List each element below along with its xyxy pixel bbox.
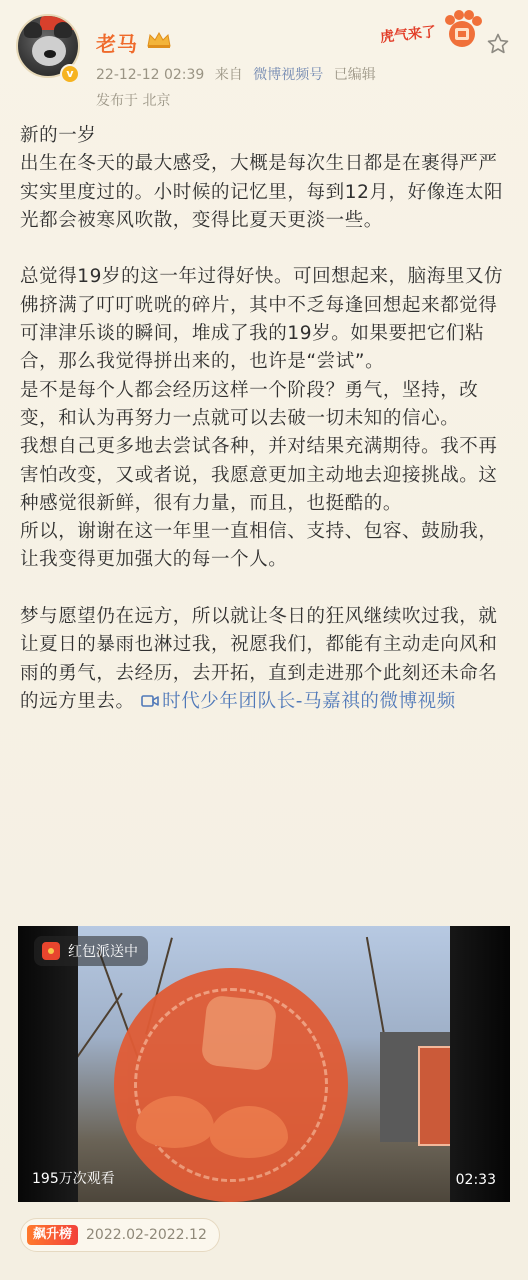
video-player[interactable] <box>18 926 510 1202</box>
post-header <box>0 0 528 118</box>
post-timestamp: 22-12-12 02:39 <box>96 67 205 83</box>
event-badge-label: 虎气来了 <box>379 24 437 46</box>
avatar-ear-left <box>24 22 42 38</box>
rank-date-range: 2022.02-2022.12 <box>86 1227 207 1243</box>
verified-badge-icon: v <box>60 64 80 84</box>
red-packet-label: 红包派送中 <box>68 944 138 960</box>
video-link[interactable] <box>141 691 456 712</box>
red-packet-icon <box>42 942 60 960</box>
rank-badge: 飙升榜 <box>27 1225 78 1245</box>
rank-tag[interactable] <box>20 1218 220 1252</box>
paragraph: 所以，谢谢在这一年里一直相信、支持、包容、鼓励我，让我变得更加强大的每一个人。 <box>20 521 498 571</box>
post-source-link[interactable]: 微博视频号 <box>253 67 324 83</box>
avatar-nose <box>44 50 56 58</box>
scroll-panel <box>418 1046 450 1146</box>
paw-icon[interactable] <box>440 8 484 52</box>
post-content <box>20 122 510 716</box>
video-camera-icon <box>141 694 159 708</box>
paragraph: 出生在冬天的最大感受，大概是每次生日都是在裹得严严实实里度过的。小时候的记忆里，每到12月，好像连太阳光都会被寒风吹散，变得比夏天更淡一些。 <box>20 153 504 231</box>
red-packet-tag[interactable] <box>34 936 148 966</box>
source-prefix: 来自 <box>214 67 243 83</box>
paragraph: 是不是每个人都会经历这样一个阶段？勇气，坚持，改变，和认为再努力一点就可以去破一切未知的信心。 <box>20 379 479 429</box>
video-letterbox-left <box>18 926 78 1202</box>
view-count: 195万次观看 <box>32 1171 115 1187</box>
crown-icon <box>146 31 172 49</box>
paragraph-last <box>20 603 510 716</box>
paragraph: 我想自己更多地去尝试各种，并对结果充满期待。我不再害怕改变，又或者说，我愿意更加主动地去迎接挑战。这种感觉很新鲜，很有力量，而且，也挺酷的。 <box>20 436 498 514</box>
paragraph-gap <box>20 575 510 603</box>
username[interactable]: 老马 <box>96 34 138 56</box>
post-meta <box>96 64 382 84</box>
paragraph: 总觉得19岁的这一年过得好快。可回想起来，脑海里又仿佛挤满了叮叮咣咣的碎片，其中不乏每逢回想起来都觉得可津津乐谈的瞬间，堆成了我的19岁。如果要把它们粘合，那么我觉得拼出来的，也许是“尝试”。 <box>20 266 504 373</box>
paragraph-gap <box>20 235 510 263</box>
tree-branch <box>78 993 123 1060</box>
fu-character <box>201 995 278 1072</box>
star-favorite-icon[interactable] <box>486 32 510 56</box>
video-link-label: 时代少年团队长-马嘉祺的微博视频 <box>162 690 456 712</box>
paragraph-last-text: 梦与愿望仍在远方，所以就让冬日的狂风继续吹过我，就让夏日的暴雨也淋过我，祝愿我们，都能有主动走向风和雨的勇气，去经历，去开拓，直到走进那个此刻还未命名的远方里去。 <box>20 606 498 712</box>
video-letterbox-right <box>450 926 510 1202</box>
video-duration: 02:33 <box>455 1172 496 1188</box>
paper-cut-decoration <box>114 968 348 1202</box>
edited-label: 已编辑 <box>333 67 376 83</box>
video-thumbnail <box>78 926 450 1202</box>
paragraph-title: 新的一岁 <box>20 125 97 146</box>
avatar-ear-right <box>54 22 72 38</box>
post-location: 发布于 北京 <box>96 93 171 109</box>
